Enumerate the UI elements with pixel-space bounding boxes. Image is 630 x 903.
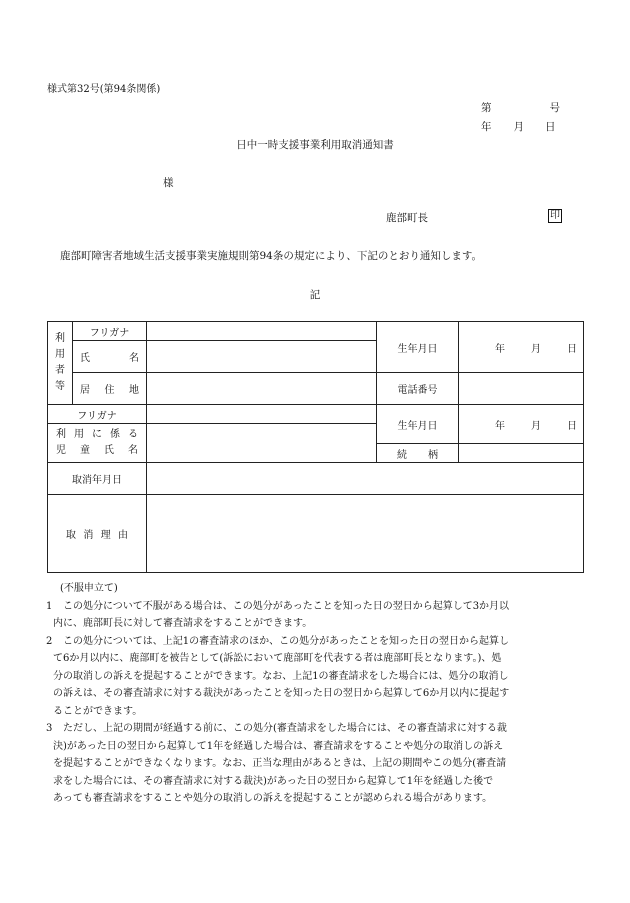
date-month: 月: [513, 121, 524, 133]
appeal-item: 1 この処分について不服がある場合は、この処分があったことを知った日の翌日から起算して3か月以: [46, 600, 510, 612]
appeal-line: あっても審査請求をすることや処分の取消しの訴えを提起することが認められる場合があります。: [53, 793, 493, 804]
phone-field[interactable]: [459, 373, 584, 405]
appeal-line: 分の取消しの訴えを提起することができます。なお、上記1の審査請求をした場合には、処分の取消し: [53, 670, 509, 682]
cancellation-table: [47, 321, 584, 573]
document-title: 日中一時支援事業利用取消通知書: [236, 139, 394, 151]
document-date-line: [481, 119, 556, 134]
address-label: 居 住 地: [73, 373, 147, 405]
child-name-field[interactable]: [147, 424, 377, 463]
number-prefix: 第: [481, 102, 492, 114]
birthdate-label: 生年月日: [377, 322, 459, 373]
body-text: 鹿部町障害者地域生活支援事業実施規則第94条の規定により、下記のとおり通知します。: [60, 250, 483, 262]
recipient-suffix: 様: [163, 177, 174, 189]
user-group-label: 利 用 者 等: [48, 322, 73, 405]
address-field[interactable]: [147, 373, 377, 405]
document-number-line: [481, 100, 560, 115]
form-number-label: 様式第32号(第94条関係): [47, 84, 161, 95]
appeal-line: の訴えは、その審査請求に対する裁決があったことを知った日の翌日から起算して6か月以内に提起す: [53, 688, 510, 699]
child-furigana-field[interactable]: [147, 405, 377, 424]
appeal-line: を提起することができなくなります。なお、正当な理由があるときは、上記の期間やこの処分(審査請: [53, 758, 507, 769]
date-day: 日: [545, 121, 556, 133]
furigana-label: フリガナ: [73, 322, 147, 341]
child-furigana-label: フリガナ: [48, 405, 147, 424]
name-field[interactable]: [147, 341, 377, 373]
relation-field[interactable]: [459, 444, 584, 463]
note-heading: 記: [309, 289, 321, 301]
furigana-field[interactable]: [147, 322, 377, 341]
appeal-line: 内に、鹿部町長に対して審査請求をすることができます。: [53, 618, 313, 629]
phone-label: 電話番号: [377, 373, 459, 405]
relation-label: 続 柄: [377, 444, 459, 463]
child-birthdate-label: 生年月日: [377, 405, 459, 444]
appeal-item: 3 ただし、上記の期間が経過する前に、この処分(審査請求をした場合には、その審査請求に対する裁: [46, 723, 507, 734]
appeal-section: [46, 580, 586, 808]
child-name-label: 利 用 に 係 る 児 童 氏 名: [48, 424, 147, 463]
birthdate-field[interactable]: 年 月 日: [459, 322, 584, 373]
cancel-reason-label: 取 消 理 由: [48, 495, 147, 573]
appeal-title: (不服申立て): [60, 583, 118, 594]
date-year: 年: [481, 121, 492, 133]
number-suffix: 号: [549, 102, 560, 114]
appeal-line: ることができます。: [53, 705, 143, 717]
seal-mark: 印: [550, 210, 560, 221]
appeal-line: 求をした場合には、その審査請求に対する裁決)があった日の翌日から起算して1年を経過した後で: [53, 775, 494, 787]
appeal-item: 2 この処分については、上記1の審査請求のほか、この処分があったことを知った日の翌日から起算し: [46, 635, 510, 647]
appeal-line: 決)があった日の翌日から起算して1年を経過した場合は、審査請求をすることや処分の取消しの訴え: [53, 740, 504, 752]
issuer-name: 鹿部町長: [386, 212, 428, 224]
cancel-reason-field[interactable]: [147, 495, 584, 573]
cancel-date-label: 取消年月日: [48, 463, 147, 495]
child-birthdate-field[interactable]: 年 月 日: [459, 405, 584, 444]
name-label: 氏 名: [73, 341, 147, 373]
appeal-line: て6か月以内に、鹿部町を被告として(訴訟において鹿部町を代表する者は鹿部町長となります。)、処: [53, 653, 502, 664]
cancel-date-field[interactable]: [147, 463, 584, 495]
